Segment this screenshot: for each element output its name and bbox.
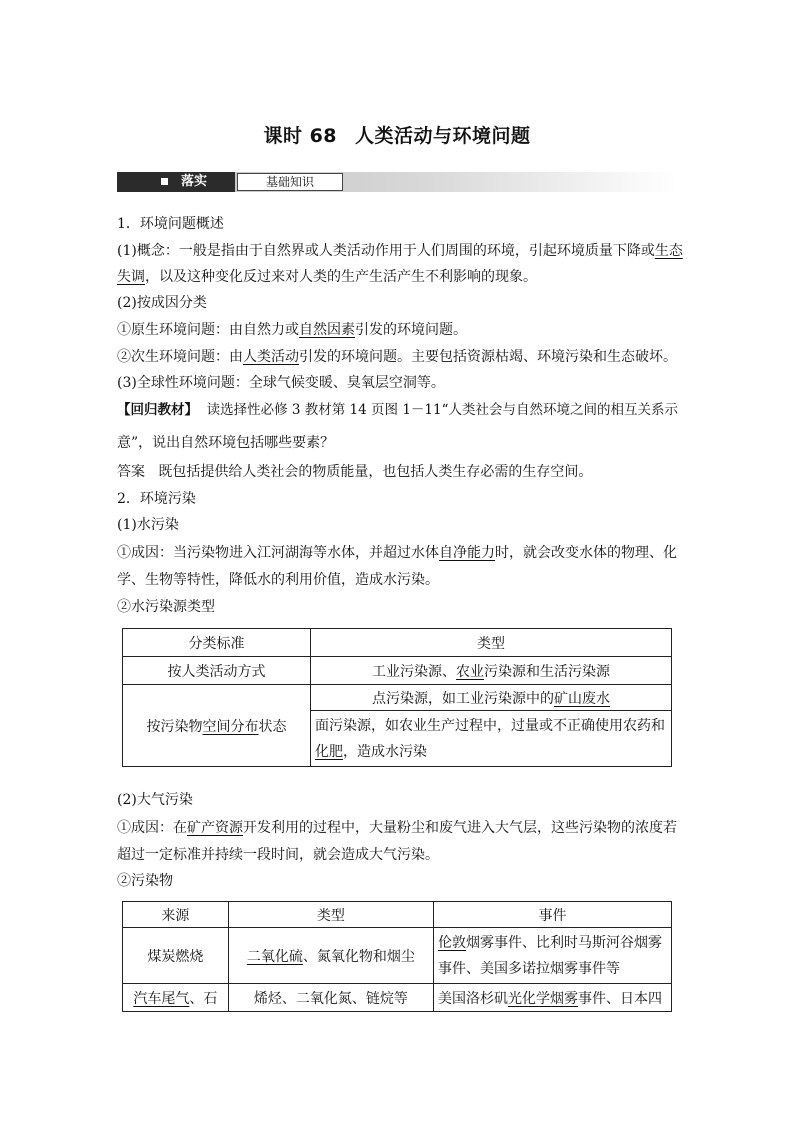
text: 引发的环境问题。主要包括资源枯竭、环境污染和生态破坏。 <box>299 349 677 365</box>
lesson-number: 课时 68 <box>263 125 338 147</box>
text: 面污染源，如农业生产过程中，过量或不正确使用农药和 <box>315 717 665 734</box>
text: 美国洛杉矶 <box>438 990 508 1007</box>
table-cell: 按人类活动方式 <box>123 657 311 685</box>
table-row <box>123 984 672 1012</box>
concept-line-2 <box>117 267 537 287</box>
text: 污染源和生活污染源 <box>484 663 610 680</box>
text: 开发利用的过程中，大量粉尘和废气进入大气层，这些污染物的浓度若 <box>243 820 677 836</box>
underlined-term: 矿产资源 <box>187 820 243 836</box>
table-cell <box>311 685 672 711</box>
air-cause-line-2: 超过一定标准并持续一段时间，就会造成大气污染。 <box>117 847 439 863</box>
table-header-cell: 类型 <box>228 902 433 928</box>
table-cell <box>228 928 433 984</box>
table-cell <box>434 984 672 1012</box>
cell-line <box>315 739 667 765</box>
table-cell <box>123 685 311 767</box>
underlined-term: 光化学烟雾 <box>508 990 578 1007</box>
text: 点污染源，如工业污染源中的 <box>372 690 554 707</box>
table-header-cell: 来源 <box>123 902 229 928</box>
air-pollutant-table <box>122 901 672 1012</box>
water-pollution-source-table <box>122 628 672 767</box>
review-textbook-line-2: 意”，说出自然环境包括哪些要素？ <box>117 435 335 451</box>
classification-heading: (2)按成因分类 <box>117 295 207 311</box>
section-badge-label: 落实 <box>181 174 208 189</box>
underlined-term: 人类活动 <box>243 349 299 365</box>
text: 既包括提供给人类社会的物质能量，也包括人类生存必需的生存空间。 <box>158 464 593 480</box>
text: ①成因：在 <box>117 820 187 836</box>
section-label: 基础知识 <box>237 173 343 191</box>
text: 按污染物 <box>146 718 203 735</box>
underlined-term: 矿山废水 <box>554 690 610 707</box>
square-bullet-icon <box>161 178 168 185</box>
heading-environment-overview: 1．环境问题概述 <box>117 216 224 232</box>
underlined-term: 空间分布 <box>202 718 259 735</box>
text: 读选择性必修 3 教材第 14 页图 1－11“人类社会与自然环境之间的相互关系示 <box>206 402 678 418</box>
table-row <box>123 928 672 984</box>
text: (1)概念：一般是指由于自然界或人类活动作用于人们周围的环境，引起环境质量下降或 <box>117 243 655 259</box>
section-badge <box>117 172 235 192</box>
underlined-term: 农业 <box>456 663 484 680</box>
air-cause-line-1 <box>117 818 677 838</box>
text: ，造成水污染 <box>343 743 427 760</box>
heading-environmental-pollution: 2．环境污染 <box>117 491 196 507</box>
text: 时，就会改变水体的物理、化 <box>495 545 677 561</box>
review-tag: 【回归教材】 <box>117 402 198 418</box>
water-pollution-heading: (1)水污染 <box>117 517 179 533</box>
primary-problem-line <box>117 320 467 340</box>
secondary-problem-line <box>117 347 677 367</box>
underlined-term: 生态 <box>654 243 683 259</box>
text: 引发的环境问题。 <box>355 322 467 338</box>
answer-line <box>117 462 592 482</box>
underlined-term: 失调 <box>117 269 145 285</box>
water-cause-line-1 <box>117 543 677 563</box>
underlined-term: 汽车尾气 <box>133 990 190 1007</box>
pollutants-heading: ②污染物 <box>117 873 173 889</box>
text: 工业污染源、 <box>372 663 456 680</box>
underlined-term: 伦敦 <box>438 934 466 951</box>
table-cell <box>123 984 229 1012</box>
text: ①成因：当污染物进入江河湖海等水体，并超过水体 <box>117 545 439 561</box>
text: 、氮氧化物和烟尘 <box>302 948 415 965</box>
table-row <box>123 657 672 685</box>
table-cell <box>311 657 672 685</box>
cell-line <box>438 930 667 956</box>
underlined-term: 二氧化硫 <box>246 948 303 965</box>
lesson-topic: 人类活动与环境问题 <box>355 125 531 147</box>
table-cell: 烯烃、二氧化氮、链烷等 <box>228 984 433 1012</box>
text: ①原生环境问题：由自然力或 <box>117 322 299 338</box>
table-header-cell: 分类标准 <box>123 629 311 657</box>
text: 状态 <box>258 718 287 735</box>
table-header-row <box>123 629 672 657</box>
page-title <box>0 121 794 148</box>
concept-line-1 <box>117 241 683 261</box>
table-row <box>123 685 672 711</box>
table-cell: 煤炭燃烧 <box>123 928 229 984</box>
review-textbook-line-1 <box>117 400 678 420</box>
text: 烟雾事件、比利时马斯河谷烟雾 <box>466 934 662 951</box>
section-header-bar <box>117 172 677 192</box>
text: 事件、日本四 <box>578 990 662 1007</box>
air-pollution-heading: (2)大气污染 <box>117 792 193 808</box>
global-problem-line: (3)全球性环境问题：全球气候变暖、臭氧层空洞等。 <box>117 375 445 391</box>
answer-tag: 答案 <box>117 464 145 480</box>
underlined-term: 化肥 <box>315 743 343 760</box>
underlined-term: 自然因素 <box>299 322 355 338</box>
text: ，以及这种变化反过来对人类的生产生活产生不利影响的现象。 <box>145 269 537 285</box>
water-cause-line-2: 学、生物等特性，降低水的利用价值，造成水污染。 <box>117 572 439 588</box>
table-cell <box>311 711 672 767</box>
text: ②次生环境问题：由 <box>117 349 243 365</box>
table-header-row <box>123 902 672 928</box>
table-header-cell: 类型 <box>311 629 672 657</box>
text: 事件、美国多诺拉烟雾事件等 <box>438 960 620 977</box>
table-cell <box>434 928 672 984</box>
underlined-term: 自净能力 <box>439 545 495 561</box>
water-source-types-heading: ②水污染源类型 <box>117 599 215 615</box>
text: 、石 <box>189 990 218 1007</box>
table-header-cell: 事件 <box>434 902 672 928</box>
